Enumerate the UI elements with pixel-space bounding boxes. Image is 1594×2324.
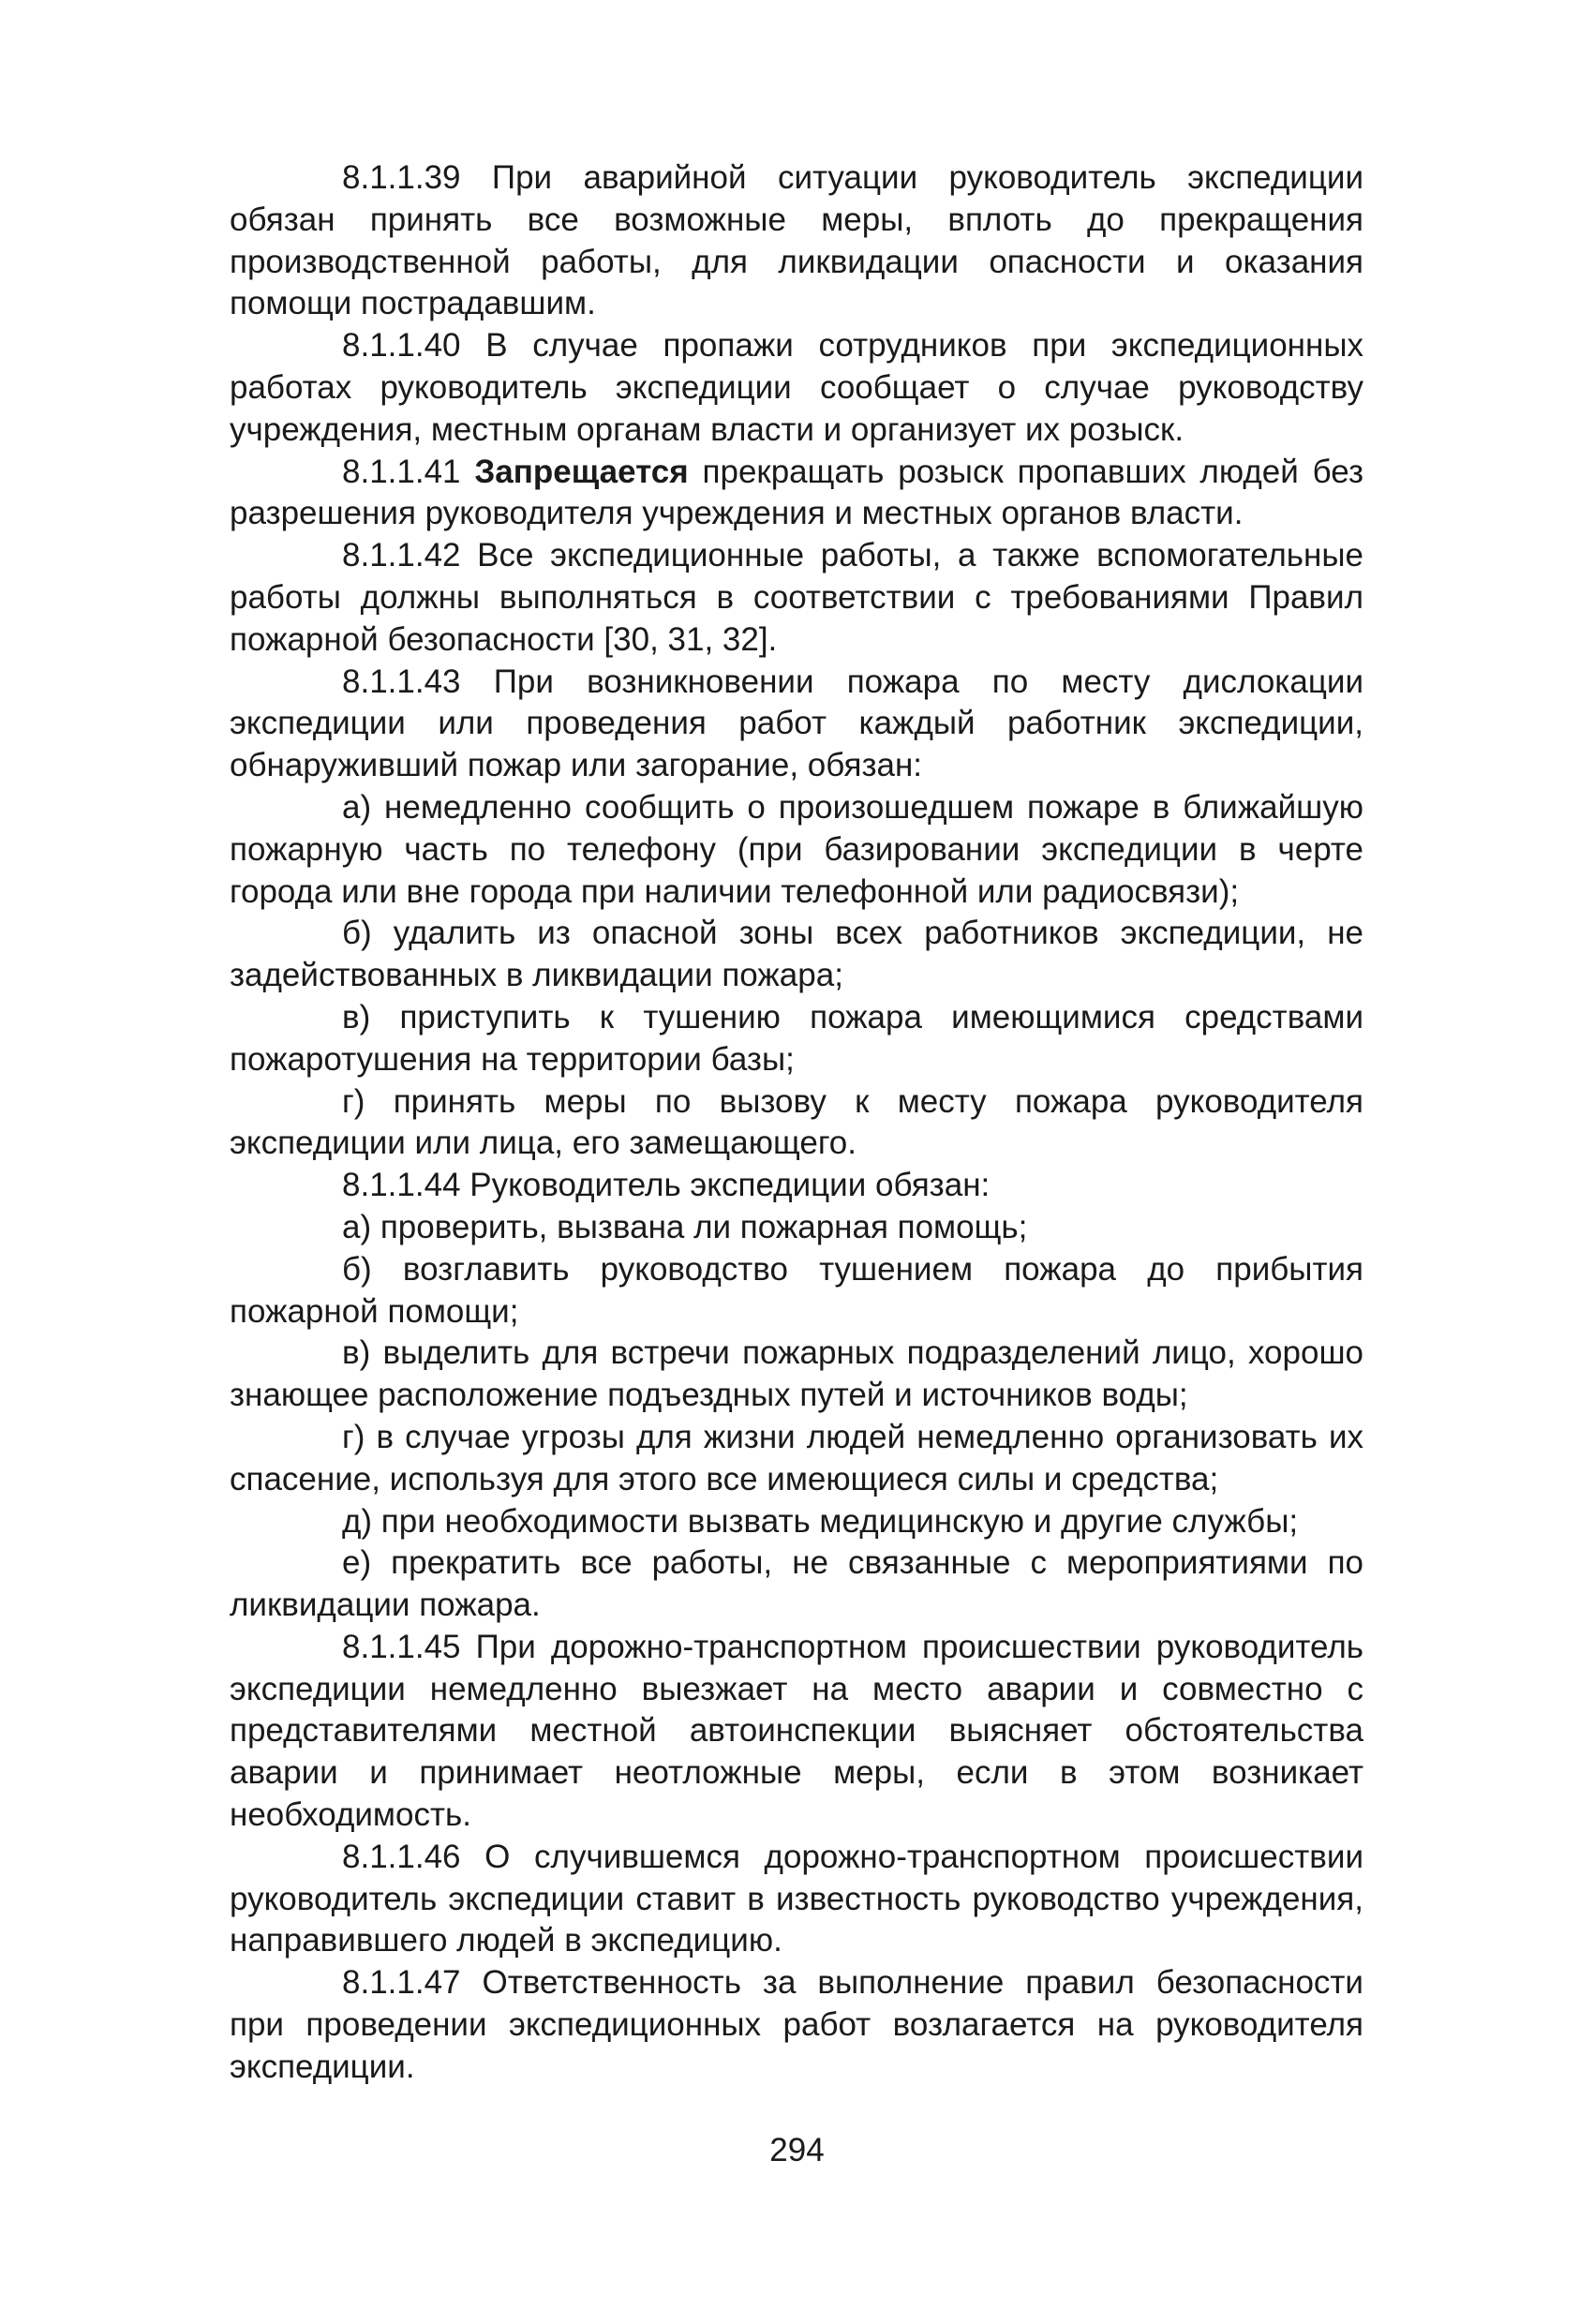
document-page <box>230 157 1363 2089</box>
emphasis-prohibited: Запрещается <box>474 453 689 490</box>
list-item-a: а) немедленно сообщить о произошедшем пожаре в ближайшую пожарную часть по телефону (при базировании экспедиции в черте города или вне города при наличии телефонной или радиосвязи); <box>230 788 1363 910</box>
paragraph-8-1-1-47: 8.1.1.47 Ответственность за выполнение правил безопасности при проведении экспедиционных работ возлагается на руководителя экспедиции. <box>230 1964 1363 2085</box>
paragraph-8-1-1-42: 8.1.1.42 Все экспедиционные работы, а также вспомогательные работы должны выполняться в соответствии с требованиями Правил пожарной безопасности [30, 31, 32]. <box>230 537 1363 658</box>
paragraph-8-1-1-43: 8.1.1.43 При возникновении пожара по месту дислокации экспедиции или проведения работ каждый работник экспедиции, обнаруживший пожар или загорание, обязан: <box>230 663 1363 784</box>
paragraph-8-1-1-46: 8.1.1.46 О случившемся дорожно-транспортном происшествии руководитель экспедиции ставит в известность руководство учреждения, направившего людей в экспедицию. <box>230 1838 1363 1959</box>
list-item-d: д) при необходимости вызвать медицинскую и другие службы; <box>342 1502 1299 1540</box>
list-item-b: б) удалить из опасной зоны всех работников экспедиции, не задействованных в ликвидации пожара; <box>230 915 1363 994</box>
paragraph-8-1-1-41 <box>230 452 1363 536</box>
list-item-g: г) принять меры по вызову к месту пожара руководителя экспедиции или лица, его замещающего. <box>230 1082 1363 1162</box>
paragraph-8-1-1-45: 8.1.1.45 При дорожно-транспортном происшествии руководитель экспедиции немедленно выезжает на место аварии и совместно с представителями местной автоинспекции выясняет обстоятельства аварии и принимает неотложные меры, если в этом возникает необходимость. <box>230 1628 1363 1834</box>
list-item-e: е) прекратить все работы, не связанные с мероприятиями по ликвидации пожара. <box>230 1544 1363 1624</box>
list-item-v: в) выделить для встречи пожарных подразделений лицо, хорошо знающее расположение подъездных путей и источников воды; <box>230 1334 1363 1414</box>
list-item-b: б) возглавить руководство тушением пожара до прибытия пожарной помощи; <box>230 1250 1363 1330</box>
list-item-g: г) в случае угрозы для жизни людей немедленно организовать их спасение, используя для этого все имеющиеся силы и средства; <box>230 1418 1363 1497</box>
list-item-a: а) проверить, вызвана ли пожарная помощь; <box>342 1208 1028 1245</box>
page-number: 294 <box>769 2132 825 2168</box>
paragraph-8-1-1-44: 8.1.1.44 Руководитель экспедиции обязан: <box>342 1167 991 1204</box>
paragraph-8-1-1-40: 8.1.1.40 В случае пропажи сотрудников при экспедиционных работах руководитель экспедиции сообщает о случае руководству учреждения, местным органам власти и организует их розыск. <box>230 327 1363 448</box>
paragraph-rest: прекращать розыск пропавших людей без разрешения руководителя учреждения и местных органов власти. <box>230 453 1363 532</box>
list-item-v: в) приступить к тушению пожара имеющимися средствами пожаротушения на территории базы; <box>230 998 1363 1078</box>
paragraph-8-1-1-39: 8.1.1.39 При аварийной ситуации руководитель экспедиции обязан принять все возможные меры, вплоть до прекращения производственной работы, для ликвидации опасности и оказания помощи пострадавшим. <box>230 159 1363 322</box>
paragraph-prefix: 8.1.1.41 <box>342 453 475 490</box>
